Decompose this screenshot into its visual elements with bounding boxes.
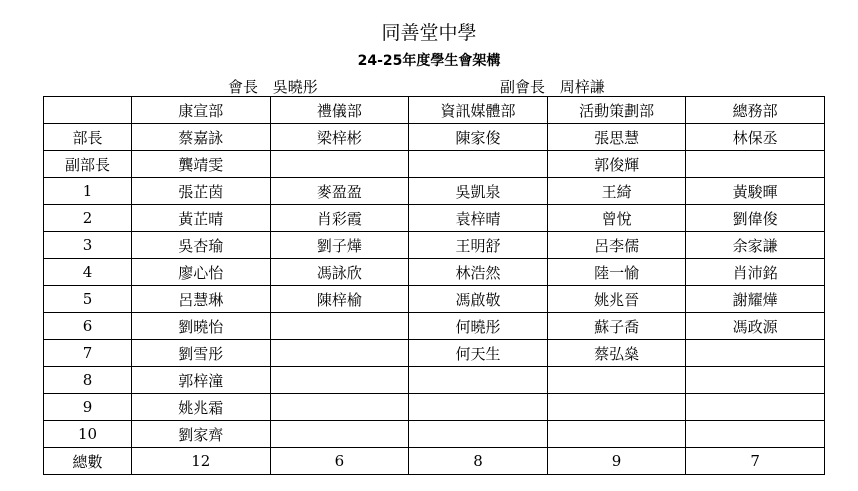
table-cell: 謝耀燁 bbox=[686, 286, 825, 313]
president-line bbox=[228, 76, 318, 97]
table-row bbox=[44, 286, 825, 313]
table-cell: 王明舒 bbox=[409, 232, 548, 259]
table-cell bbox=[270, 394, 409, 421]
row-label-cell: 6 bbox=[44, 313, 132, 340]
table-cell: 林保丞 bbox=[686, 124, 825, 151]
page-subtitle: 24-25年度學生會架構 bbox=[357, 53, 501, 69]
table-row bbox=[44, 124, 825, 151]
table-header-row bbox=[44, 97, 825, 124]
row-label-cell: 3 bbox=[44, 232, 132, 259]
table-cell: 姚兆晉 bbox=[547, 286, 686, 313]
table-cell bbox=[270, 367, 409, 394]
row-label-cell: 5 bbox=[44, 286, 132, 313]
table-cell: 劉雪彤 bbox=[132, 340, 271, 367]
table-cell: 肖沛銘 bbox=[686, 259, 825, 286]
table-cell: 7 bbox=[686, 448, 825, 475]
table-cell bbox=[686, 367, 825, 394]
table-cell: 梁梓彬 bbox=[270, 124, 409, 151]
table-row bbox=[44, 151, 825, 178]
row-label-cell: 4 bbox=[44, 259, 132, 286]
table-cell: 劉曉怡 bbox=[132, 313, 271, 340]
table-cell: 龔靖雯 bbox=[132, 151, 271, 178]
table-cell: 陸一愉 bbox=[547, 259, 686, 286]
table-row bbox=[44, 367, 825, 394]
table-cell bbox=[686, 421, 825, 448]
table-cell bbox=[686, 151, 825, 178]
table-cell: 呂李儒 bbox=[547, 232, 686, 259]
table-cell: 王綺 bbox=[547, 178, 686, 205]
table-cell: 林浩然 bbox=[409, 259, 548, 286]
table-cell: 陳梓榆 bbox=[270, 286, 409, 313]
table-cell bbox=[270, 313, 409, 340]
row-label-cell: 1 bbox=[44, 178, 132, 205]
table-cell bbox=[686, 394, 825, 421]
table-cell: 余家謙 bbox=[686, 232, 825, 259]
vice-president-label: 副會長 bbox=[500, 78, 546, 96]
table-cell: 吳凱泉 bbox=[409, 178, 548, 205]
vice-president-line bbox=[500, 76, 605, 97]
table-cell: 張芷茵 bbox=[132, 178, 271, 205]
row-label-cell: 2 bbox=[44, 205, 132, 232]
table-cell: 蔡嘉詠 bbox=[132, 124, 271, 151]
table-cell: 黃駿暉 bbox=[686, 178, 825, 205]
table-cell: 姚兆霜 bbox=[132, 394, 271, 421]
table-cell bbox=[270, 151, 409, 178]
column-header bbox=[44, 97, 132, 124]
row-label-cell: 7 bbox=[44, 340, 132, 367]
table-cell: 12 bbox=[132, 448, 271, 475]
table-cell: 劉偉俊 bbox=[686, 205, 825, 232]
table-row bbox=[44, 232, 825, 259]
table-cell: 陳家俊 bbox=[409, 124, 548, 151]
table-cell bbox=[547, 367, 686, 394]
table-row bbox=[44, 313, 825, 340]
table-cell: 黃芷晴 bbox=[132, 205, 271, 232]
table-cell: 6 bbox=[270, 448, 409, 475]
table-cell bbox=[547, 394, 686, 421]
table-cell bbox=[686, 340, 825, 367]
table-cell bbox=[409, 421, 548, 448]
table-row bbox=[44, 394, 825, 421]
table-cell bbox=[270, 421, 409, 448]
table-cell: 呂慧琳 bbox=[132, 286, 271, 313]
table-cell: 郭梓潼 bbox=[132, 367, 271, 394]
table-cell bbox=[547, 421, 686, 448]
vice-president-name: 周梓謙 bbox=[559, 78, 605, 96]
row-label-cell: 9 bbox=[44, 394, 132, 421]
table-row bbox=[44, 340, 825, 367]
column-header: 活動策劃部 bbox=[547, 97, 686, 124]
table-cell: 張思慧 bbox=[547, 124, 686, 151]
table-cell bbox=[409, 367, 548, 394]
table-cell: 吳杏瑜 bbox=[132, 232, 271, 259]
table-cell: 蔡弘燊 bbox=[547, 340, 686, 367]
row-label-cell: 8 bbox=[44, 367, 132, 394]
row-label-cell: 10 bbox=[44, 421, 132, 448]
table-cell bbox=[409, 151, 548, 178]
table-cell: 袁梓晴 bbox=[409, 205, 548, 232]
structure-table bbox=[43, 96, 825, 475]
president-name: 吳曉彤 bbox=[272, 78, 318, 96]
president-label: 會長 bbox=[228, 78, 259, 96]
table-cell: 廖心怡 bbox=[132, 259, 271, 286]
row-label-cell: 部長 bbox=[44, 124, 132, 151]
table-cell: 8 bbox=[409, 448, 548, 475]
table-cell: 蘇子喬 bbox=[547, 313, 686, 340]
table-cell: 郭俊輝 bbox=[547, 151, 686, 178]
table-row bbox=[44, 178, 825, 205]
table-cell: 何天生 bbox=[409, 340, 548, 367]
column-header: 禮儀部 bbox=[270, 97, 409, 124]
table-row bbox=[44, 259, 825, 286]
table-cell: 劉家齊 bbox=[132, 421, 271, 448]
school-title: 同善堂中學 bbox=[381, 22, 477, 44]
column-header: 資訊媒體部 bbox=[409, 97, 548, 124]
table-cell: 曾悅 bbox=[547, 205, 686, 232]
table-cell: 肖彩霞 bbox=[270, 205, 409, 232]
table-row bbox=[44, 205, 825, 232]
table-cell bbox=[270, 340, 409, 367]
table-cell: 何曉彤 bbox=[409, 313, 548, 340]
table-row bbox=[44, 421, 825, 448]
table-cell: 9 bbox=[547, 448, 686, 475]
table-cell: 馮啟敬 bbox=[409, 286, 548, 313]
row-label-cell: 副部長 bbox=[44, 151, 132, 178]
column-header: 康宣部 bbox=[132, 97, 271, 124]
table-cell: 麥盈盈 bbox=[270, 178, 409, 205]
table-cell: 馮政源 bbox=[686, 313, 825, 340]
column-header: 總務部 bbox=[686, 97, 825, 124]
table-cell: 劉子燁 bbox=[270, 232, 409, 259]
table-cell: 馮詠欣 bbox=[270, 259, 409, 286]
table-row bbox=[44, 448, 825, 475]
table-cell bbox=[409, 394, 548, 421]
row-label-cell: 總數 bbox=[44, 448, 132, 475]
